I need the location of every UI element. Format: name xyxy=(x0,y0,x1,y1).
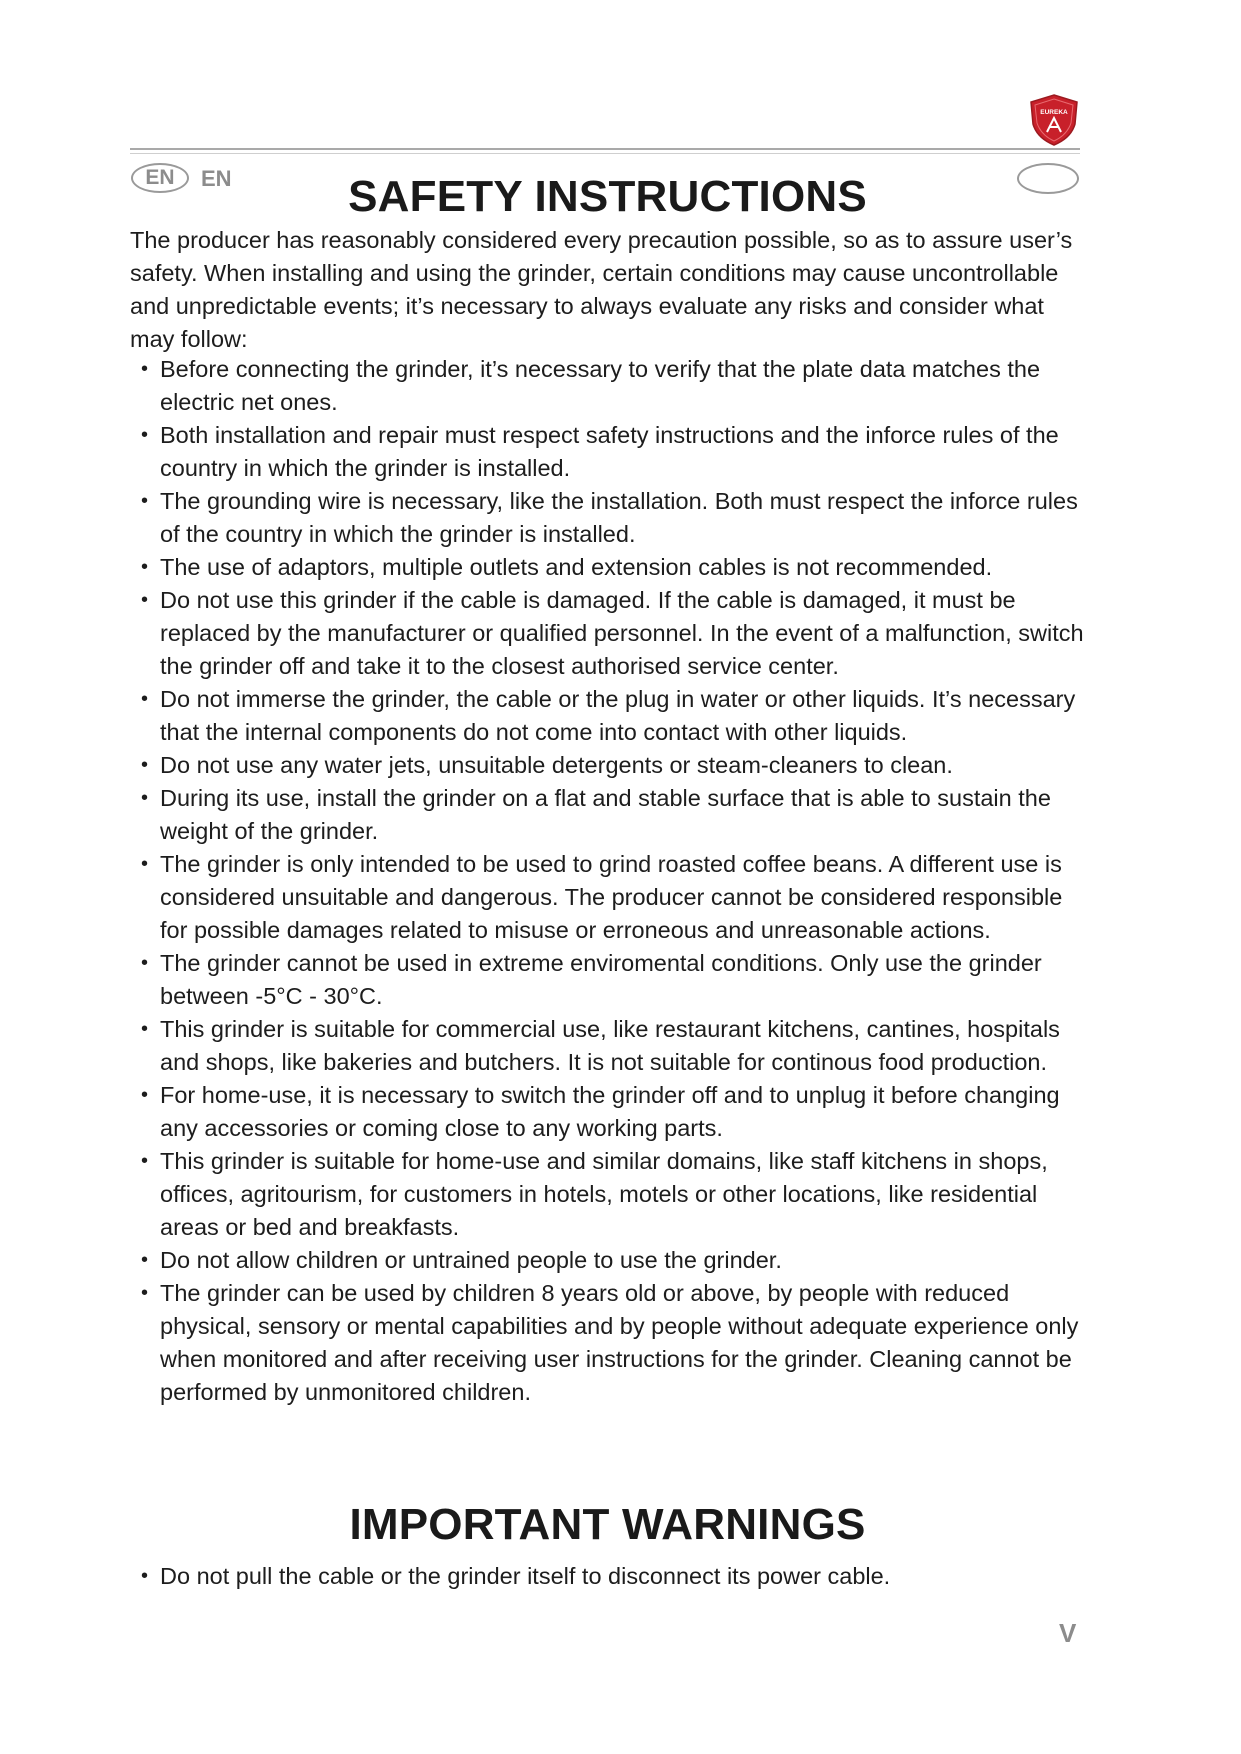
list-item: • Do not use any water jets, unsuitable detergents or steam-cleaners to clean. xyxy=(130,749,1090,782)
language-label: EN xyxy=(201,166,232,191)
list-item: • Do not immerse the grinder, the cable or the plug in water or other liquids. It’s necessary that the internal components do not come into contact with other liquids. xyxy=(130,683,1090,749)
eureka-logo xyxy=(1027,94,1081,146)
list-item: • For home-use, it is necessary to switch the grinder off and to unplug it before changing any accessories or coming close to any working parts. xyxy=(130,1079,1090,1145)
list-item: • The use of adaptors, multiple outlets and extension cables is not recommended. xyxy=(130,551,1090,584)
safety-instructions-title: SAFETY INSTRUCTIONS xyxy=(348,172,867,221)
list-item: • Do not allow children or untrained people to use the grinder. xyxy=(130,1244,1090,1277)
page-number: V xyxy=(1059,1618,1077,1648)
important-warnings-list xyxy=(130,1560,1090,1593)
safety-intro-paragraph: The producer has reasonably considered every precaution possible, so as to assure user’s safety. When installing and using the grinder, certain conditions may cause uncontrollable and unpredictable events; it’s necessary to always evaluate any risks and consider what may follow: xyxy=(130,227,1073,352)
list-item: • The grinder can be used by children 8 years old or above, by people with reduced physical, sensory or mental capabilities and by people without adequate experience only when monitored and after receiving user instructions for the grinder. Cleaning cannot be performed by unmonitored children. xyxy=(130,1277,1090,1409)
list-item: • During its use, install the grinder on a flat and stable surface that is able to sustain the weight of the grinder. xyxy=(130,782,1090,848)
list-item: • The grounding wire is necessary, like the installation. Both must respect the inforce rules of the country in which the grinder is installed. xyxy=(130,485,1090,551)
list-item: • Do not pull the cable or the grinder itself to disconnect its power cable. xyxy=(130,1560,1090,1593)
list-item: • Before connecting the grinder, it’s necessary to verify that the plate data matches the electric net ones. xyxy=(130,353,1090,419)
list-item: • The grinder cannot be used in extreme enviromental conditions. Only use the grinder between -5°C - 30°C. xyxy=(130,947,1090,1013)
header-rule-bottom xyxy=(130,153,1080,154)
list-item: • Do not use this grinder if the cable is damaged. If the cable is damaged, it must be replaced by the manufacturer or qualified personnel. In the event of a malfunction, switch the grinder off and take it to the closest authorised service center. xyxy=(130,584,1090,683)
safety-instructions-list xyxy=(130,353,1090,1409)
language-badge: EN xyxy=(131,163,189,193)
list-item: • This grinder is suitable for home-use and similar domains, like staff kitchens in shops, offices, agritourism, for customers in hotels, motels or other locations, like residential areas or bed and breakfasts. xyxy=(130,1145,1090,1244)
list-item: • Both installation and repair must respect safety instructions and the inforce rules of the country in which the grinder is installed. xyxy=(130,419,1090,485)
important-warnings-title: IMPORTANT WARNINGS xyxy=(349,1500,866,1549)
list-item: • The grinder is only intended to be used to grind roasted coffee beans. A different use is considered unsuitable and dangerous. The producer cannot be considered responsible for possible damages related to misuse or erroneous and unreasonable actions. xyxy=(130,848,1090,947)
header-rule-top xyxy=(130,148,1080,150)
svg-text:EUREKA: EUREKA xyxy=(1040,109,1068,116)
list-item: • This grinder is suitable for commercial use, like restaurant kitchens, cantines, hospitals and shops, like bakeries and butchers. It is not suitable for continous food production. xyxy=(130,1013,1090,1079)
